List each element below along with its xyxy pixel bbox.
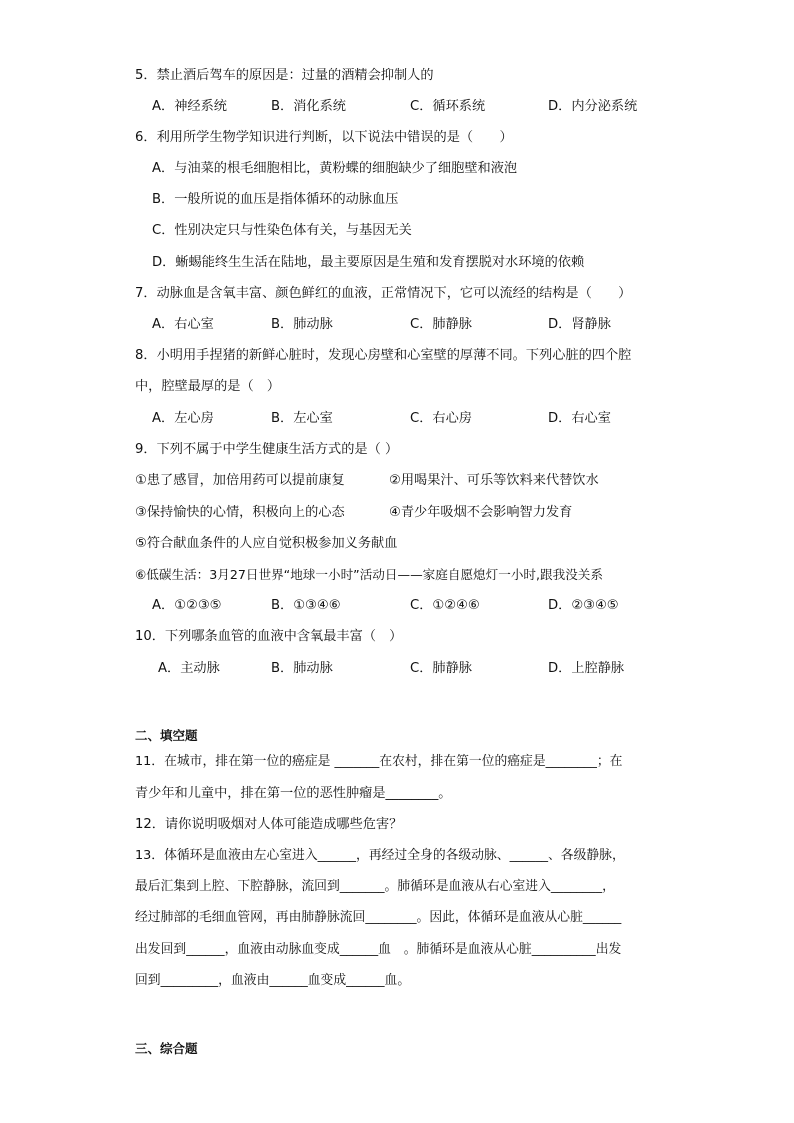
q10-option-c: C．肺静脉 (410, 661, 472, 676)
section-comprehensive-title: 三、综合题 (135, 1041, 198, 1056)
q8-stem-line1: 8．小明用手捏猪的新鲜心脏时，发现心房壁和心室壁的厚薄不同。下列心脏的四个腔 (135, 348, 632, 363)
q9-item-2: ②用喝果汁、可乐等饮料来代替饮水 (389, 473, 599, 488)
q7-option-c: C．肺静脉 (410, 317, 472, 332)
q8-option-d: D．右心室 (548, 411, 611, 426)
q10-option-d: D．上腔静脉 (548, 661, 625, 676)
q9-option-b: B．①③④⑥ (271, 598, 341, 613)
q9-item-1: ①患了感冒，加倍用药可以提前康复 (135, 473, 345, 488)
q5-stem: 5．禁止酒后驾车的原因是：过量的酒精会抑制人的 (135, 68, 434, 83)
q5-option-d: D．内分泌系统 (548, 99, 638, 114)
q13-line5: 回到_________，血液由______血变成______血。 (135, 973, 411, 988)
section-fill-in-title: 二、填空题 (135, 728, 198, 743)
q7-stem: 7．动脉血是含氧丰富、颜色鲜红的血液，正常情况下，它可以流经的结构是（ ） (135, 286, 632, 301)
q6-option-b: B．一般所说的血压是指体循环的动脉血压 (152, 192, 399, 207)
q5-option-a: A．神经系统 (152, 99, 227, 114)
q9-item-6: ⑥低碳生活：3月27日世界“地球一小时”活动日——家庭自愿熄灯一小时,跟我没关系 (135, 567, 603, 582)
q10-option-b: B．肺动脉 (271, 661, 333, 676)
q9-stem: 9．下列不属于中学生健康生活方式的是（ ） (135, 442, 399, 457)
q8-option-c: C．右心房 (410, 411, 472, 426)
q7-option-b: B．肺动脉 (271, 317, 333, 332)
q7-option-d: D．肾静脉 (548, 317, 611, 332)
q7-option-a: A．右心室 (152, 317, 214, 332)
q13-line4: 出发回到______，血液由动脉血变成______血 。肺循环是血液从心脏__________出发 (135, 942, 622, 957)
q13-line3: 经过肺部的毛细血管网，再由肺静脉流回________。因此，体循环是血液从心脏______ (135, 910, 622, 925)
q10-option-a: A．主动脉 (158, 661, 220, 676)
q6-option-d: D．蜥蜴能终生生活在陆地，最主要原因是生殖和发育摆脱对水环境的依赖 (152, 255, 585, 270)
q9-item-4: ④青少年吸烟不会影响智力发育 (389, 505, 573, 520)
q11-line2: 青少年和儿童中，排在第一位的恶性肿瘤是________。 (135, 786, 452, 801)
q8-option-b: B．左心室 (271, 411, 333, 426)
q12-line1: 12．请你说明吸烟对人体可能造成哪些危害？ (135, 817, 403, 832)
q9-item-5: ⑤符合献血条件的人应自觉积极参加义务献血 (135, 536, 398, 551)
q9-item-3: ③保持愉快的心情，积极向上的心态 (135, 505, 345, 520)
q5-option-b: B．消化系统 (271, 99, 346, 114)
q13-line1: 13．体循环是血液由左心室进入______，再经过全身的各级动脉、______、各级静脉， (135, 848, 625, 863)
q13-line2: 最后汇集到上腔、下腔静脉，流回到_______。肺循环是血液从右心室进入________， (135, 879, 615, 894)
q8-stem-line2: 中，腔壁最厚的是（ ） (135, 379, 281, 394)
q6-option-a: A．与油菜的根毛细胞相比，黄粉蝶的细胞缺少了细胞壁和液泡 (152, 161, 518, 176)
q9-option-d: D．②③④⑤ (548, 598, 619, 613)
q9-option-a: A．①②③⑤ (152, 598, 222, 613)
q5-option-c: C．循环系统 (410, 99, 486, 114)
q6-stem: 6．利用所学生物学知识进行判断，以下说法中错误的是（ ） (135, 130, 513, 145)
q6-option-c: C．性别决定只与性染色体有关，与基因无关 (152, 223, 412, 238)
q10-stem: 10．下列哪条血管的血液中含氧最丰富（ ） (135, 629, 403, 644)
q9-option-c: C．①②④⑥ (410, 598, 480, 613)
q11-line1: 11．在城市，排在第一位的癌症是 _______在农村，排在第一位的癌症是________；在 (135, 754, 623, 769)
q8-option-a: A．左心房 (152, 411, 214, 426)
